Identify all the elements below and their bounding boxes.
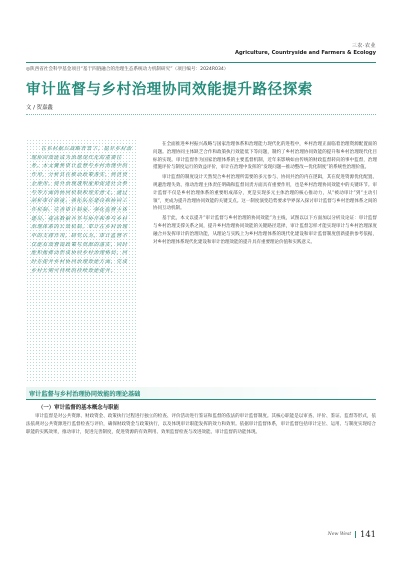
abstract-box [26,139,138,383]
running-header [235,42,376,56]
fund-note: ◎陕西省社会科学基金项目“基于四链融合的治理生态系统动力机制研究”（项目编号：2024R034） [26,67,229,72]
page-number: 141 [360,529,376,539]
magazine-name: New West [327,531,352,537]
section-body: 审计监督是对公共资源、财政资金、政策执行过程进行独立的检查、评价活动进行鉴证和监督的依法的审计监督制度。其核心职能是以审查、评价、鉴证、监督等形式，依法依规对公共资源进行监督检查与评价，确保财政资金与政策执行，以及体现审计职能发挥的效力和效果。依据审计监督体系，审计监督包括审计定位、运用、与制度实现结合职能的实践效果，推动审计，促进完善制度，促进资源的有效利用、效果监督检查与改进效能、审计监督的功能体现。 [26,414,376,435]
intro-paragraph-1: 在全面推进乡村振兴战略与国家治理体系和治理能力现代化的进程中，乡村治理正面临着治理资源配置面的问题。治理协同主体缺乏合作和政策执行效能低下等问题，制约了乡村治理协同效能的提升和乡村治理现代化目标的实现。审计监督作为国家治理体系的主要监督机制，近年来影响如由传统的财政监督转向的事中监督，治理措施评价与制度运行的效益评价，审计在治理中发挥的“发现问题—推动整改—优化制度”的系统性治理价值。 [153,142,377,171]
header-rule [26,62,376,63]
intro-paragraph-2: 审计监督的制度设计天然契合乡村治理所需要的多元参与、协同共治的内在逻辑，其在促进资源优化配置、规避治理失效、推动治理主体责任明确和监督问责方面具有重要作用，也是乡村治理协同效能中的关键环节。审计监督不仅是乡村治理体系的重要组成部分，更是实现多元主体治理的核心推动力，从“被动审计”到“主动引领”，更成为提升治理协同效能的关键支点。这一制度演变趋势要求学界深入探讨审计监督与乡村治理体系之间的协同互动机制。 [153,175,377,212]
abstract-text: 在乡村振兴战略背景下，提升乡村治理协同效能成为治理现代化的重要任务。本文聚焦审计监督与乡村治理中的作用，分析其在推动政策落实、规范资金使用、提升治理透明度和促进社会参与等方面的协同机制和现实意义。通过剖析审计制度、强化队伍建设和协同工作机制、完善审计制度、强化监督主体建设、提高数据共享与协作和参与乡村治理体系的长效机制，审计在乡村治理中的支撑作用，研究认为，审计监督不仅能有效督促政策与资源的落实，同时能积极推动形成协同乡村治理格局，同时在提升乡村协同治理效能方面，完成乡村长期可持续的持续效能提升。 [31,146,133,274]
section-heading [26,387,376,400]
intro-paragraph-3: 基于此，本文以提升“审计监督与乡村治理的协同效能”为主线，试图以以下方面加以分析及论证：审计监督与乡村治理支撑关系之间，提升乡村治理协同效能的关键路径选择，审计监督怎样才能实现审计与乡村治理深度融合并发挥审计的治理功能，从理论与实践上为乡村治理体系的现代化建设和审计监督制度创新提供参考依据，对乡村治理体系现代化建设和审计治理效能的提升具有重要理论价值和实践意义。 [153,216,377,245]
title-divider [26,114,376,115]
category-en: Agriculture, Countryside and Farmers & Ecology [234,50,376,56]
category-cn: 三农·农业 [351,43,376,49]
footer-divider [355,531,356,538]
section-title: 审计监督与乡村治理协同效能的理论基础 [29,391,141,398]
author-line: 文 / 贺嘉鑫 [26,105,53,111]
page-footer [328,529,376,539]
article-title: 审计监督与乡村治理协同效能提升路径探索 [26,82,313,98]
intro-column [153,141,377,248]
subsection-title: （一）审计监督的基本概念与职能 [38,405,119,411]
